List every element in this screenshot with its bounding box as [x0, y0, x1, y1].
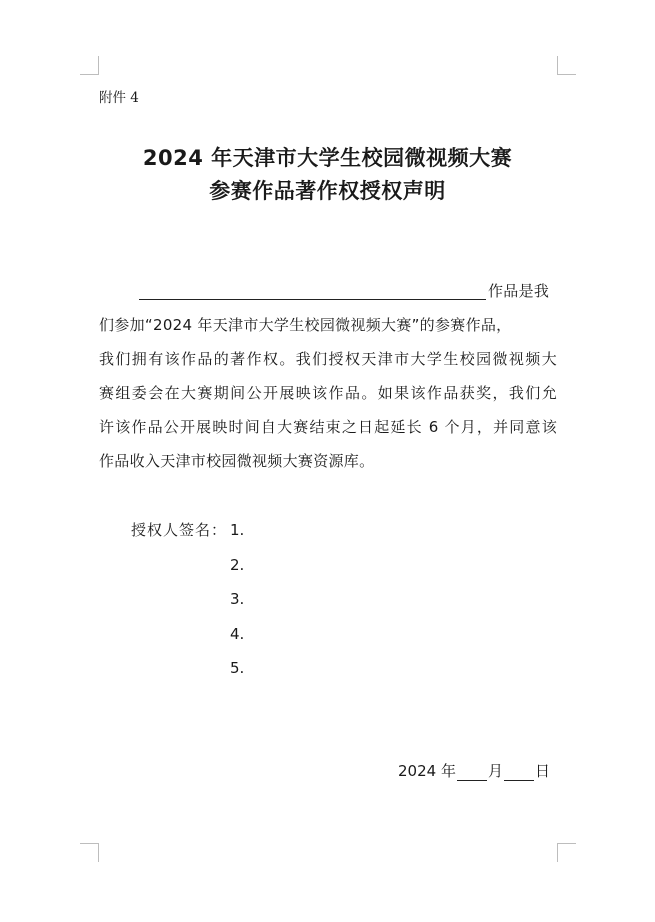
date-line [398, 760, 550, 781]
date-year: 2024 年 [398, 762, 456, 780]
crop-mark-bottom-left [80, 843, 99, 862]
date-month: 月 [487, 762, 503, 780]
signature-row-4[interactable] [131, 620, 270, 655]
crop-mark-bottom-right [557, 843, 576, 862]
signature-row-1[interactable] [131, 516, 270, 551]
date-day: 日 [534, 762, 550, 780]
statement-line-1-text: 作品是我 [488, 282, 550, 300]
signature-number: 4. [230, 624, 245, 643]
signature-number: 2. [230, 555, 245, 574]
signature-number: 3. [230, 590, 245, 608]
statement-body [99, 274, 557, 478]
title-line-2: 参赛作品著作权授权声明 [209, 179, 446, 203]
title-line-1: 2024 年天津市大学生校园微视频大赛 [142, 146, 513, 170]
work-title-blank[interactable] [139, 279, 486, 300]
statement-line-1 [99, 274, 557, 308]
crop-mark-top-right [557, 56, 576, 75]
signature-number: 1. [230, 521, 245, 539]
crop-mark-top-left [80, 56, 99, 75]
statement-line-6: 作品收入天津市校园微视频大赛资源库。 [99, 452, 375, 470]
signature-row-5[interactable] [131, 654, 270, 689]
date-month-blank[interactable] [457, 762, 487, 781]
statement-line-5: 许该作品公开展映时间自大赛结束之日起延长 6 个月，并同意该 [99, 418, 557, 436]
date-day-blank[interactable] [504, 762, 534, 781]
statement-line-3: 我们拥有该作品的著作权。我们授权天津市大学生校园微视频大 [99, 350, 557, 368]
signature-row-2[interactable] [131, 551, 270, 586]
statement-line-2: 们参加“2024 年天津市大学生校园微视频大赛”的参赛作品， [99, 316, 512, 334]
statement-line-4: 赛组委会在大赛期间公开展映该作品。如果该作品获奖，我们允 [99, 384, 557, 402]
signature-label: 授权人签名： [131, 521, 228, 539]
signature-block [131, 516, 270, 689]
signature-row-3[interactable] [131, 585, 270, 620]
attachment-label: 附件 4 [99, 90, 139, 106]
signature-number: 5. [230, 659, 245, 677]
